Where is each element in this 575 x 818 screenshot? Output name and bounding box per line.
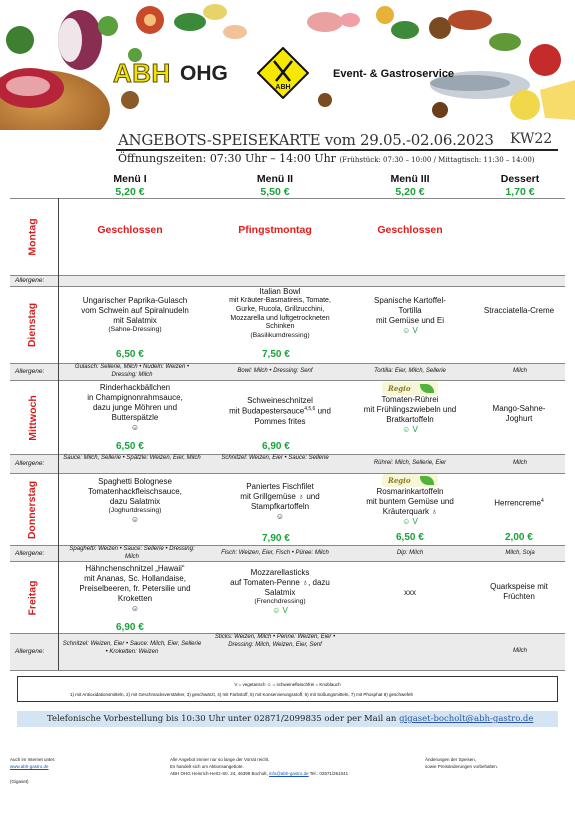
brand-logo-ohg: OHG [180,62,228,85]
mo-menu2: Pfingstmontag [238,224,312,236]
mi-menu2: Schweineschnitzel mit Budapestersauce$^{4,5,6}$ und Pommes frites [229,396,331,426]
footer-middle: Alle Angebot immer nur so lange der Vorrat reicht. Es handelt sich um Aktionsangebote. ABH OHG Heinrich-Hertz-Str. 24, 46399 Bocholt, info@abh-gastro.de Tel.: 02871/261041 [170,757,349,776]
allergen-row-mo [10,275,565,286]
fr-allergens-4: Milch [512,648,527,654]
di-menu3: Spanische Kartoffel- Tortilla mit Gemüse und Ei ☺ V [374,296,446,335]
menu-header-dessert: Dessert 1,70 € [485,173,555,198]
fr-menu2: Mozzarellasticks auf Tomaten-Penne ♁, dazu Salatmix (Frenchdressing) ☺ V [230,568,330,616]
day-friday: Freitag [26,579,39,616]
hours-main: Öffnungszeiten: 07:30 Uhr – 14:00 Uhr [118,152,336,165]
fr-menu1: Hähnchenschnitzel „Hawaii“ mit Ananas, Sc. Hollandaise, Preiselbeeren, fr. Petersilie und Kroketten ☺ [79,564,191,613]
di-dessert: Stracciatella-Creme [483,306,555,315]
preorder-text: Telefonische Vorbestellung bis 10:30 Uhr unter 02871/2099835 oder per Mail an [47,714,400,724]
day-tuesday: Dienstag [26,302,39,348]
footer-left: Auch im Internet unter: www.abh-gastro.de (Gigaset) [10,757,56,784]
tagline: Event- & Gastroservice [333,68,455,80]
regio-badge: Regio [382,382,438,395]
mo-menu1: Geschlossen [97,224,163,236]
fr-dessert: Quarkspeise mit Früchten [490,582,548,601]
do-allergens-4: Milch, Soja [505,550,535,556]
menu-header-2: Menü II 5,50 € [225,173,325,198]
grid-line [10,198,565,199]
day-thursday: Donnerstag [26,480,39,539]
garlic-icon: ♁ [302,578,309,587]
title-underline [116,149,558,151]
fr-menu1-price: 6,90 € [116,622,144,633]
hours-detail: (Frühstück: 07:30 – 10:00 / Mittagtisch: 11:30 – 14:00) [339,156,535,164]
menu-price-2: 5,50 € [260,186,290,198]
header-banner [0,0,575,130]
do-menu3: Regio Rosmarinkartoffeln mit buntem Gemüse und Kräuterquark ♁ ☺ V [366,476,454,526]
do-menu1: Spaghetti Bolognese Tomatenhackfleischsauce, dazu Salatmix (Joghurtdressing) ☺ [88,477,182,525]
legend-box [17,676,558,702]
garlic-icon: ♁ [298,492,305,501]
do-allergens-3: Dip: Milch [396,550,424,556]
mi-allergens-1: Sauce: Milch, Sellerie • Spätzle: Weizen, Eier, Milch [63,455,201,461]
opening-hours [118,152,535,165]
do-dessert: Herrencreme$^4$ [494,498,544,508]
menu-price-1: 5,20 € [115,186,145,198]
mi-allergens-4: Milch [512,460,527,466]
allergen-label: Allergene: [15,277,45,284]
legend-symbols: V = vegetarisch ☺ = schweinefleischfrei = Knoblauch [234,682,341,687]
brand-logo-abh: ABH [113,58,171,88]
title-main: ANGEBOTS-SPEISEKARTE vom 29.05.-02.06.2023 [118,131,494,149]
do-menu3-price: 6,50 € [396,532,424,543]
mi-menu1-price: 6,50 € [116,441,144,452]
di-menu1: Ungarischer Paprika-Gulasch vom Schwein auf Spiralnudeln mit Salatmix (Sahne-Dressing) [81,296,189,333]
day-wednesday: Mittwoch [26,394,39,441]
preorder-bar [17,711,558,727]
regio-badge: Regio [382,474,438,487]
di-allergens-4: Milch [512,368,527,374]
legend-additives: 1) mit Antioxidationsmitteln, 2) mit Geschmacksverstärker, 3) geschwärzt, 4) mit Farbstoff, 5) mit Konservierungsstoff, 6) mit Süßungsmitteln, 7) mit Phosphat 8) geschwefelt [70,692,413,697]
do-allergens-2: Fisch: Weizen, Eier, Fisch • Püree: Milch [221,550,329,556]
week-label: KW22 [510,131,553,147]
mi-menu2-price: 6,90 € [262,441,290,452]
abh-badge-logo [257,47,309,99]
dessert-price: 1,70 € [505,186,535,198]
do-allergens-1: Spaghetti: Weizen • Sauce: Sellerie • Dressing: Milch [69,546,195,560]
preorder-email-link[interactable]: gigaset-bocholt@abh-gastro.de [399,714,534,724]
badge-text: ABH [275,84,291,91]
di-menu2: Italian Bowl mit Kräuter-Basmatireis, Tomate, Gurke, Rucola, Grillzucchini, Mozzarella und luftgetrockneten Schinken (Basilikumdressing) [229,287,331,339]
mi-menu3: Regio Tomaten-Rührei mit Frühlingszwiebeln und Bratkartoffeln ☺ V [363,384,457,434]
day-monday: Montag [26,218,39,256]
mi-allergens-2: Schnitzel: Weizen, Eier • Sauce: Sellerie [221,455,329,461]
di-menu1-price: 6,50 € [116,349,144,360]
di-allergens-1: Gulasch: Sellerie, Milch • Nudeln: Weizen • Dressing: Milch [74,364,190,378]
di-allergens-2: Bowl: Milch • Dressing: Senf [237,368,313,374]
do-menu2-price: 7,90 € [262,533,290,544]
menu-price-3: 5,20 € [395,186,425,198]
di-allergens-3: Tortilla: Eier, Milch, Sellerie [374,368,446,374]
page-title [118,131,558,149]
menu-header-3: Menü III 5,20 € [360,173,460,198]
garlic-icon: ♁ [431,507,438,516]
di-menu2-price: 7,50 € [262,349,290,360]
fr-allergens-1: Schnitzel: Weizen, Eier • Sauce: Milch, Eier, Sellerie • Kroketten: Weizen [62,641,202,655]
fr-allergens-2: Sticks: Weizen, Milch • Penne: Weizen, Eier • Dressing: Milch, Weizen, Eier, Senf [214,634,336,648]
mi-allergens-3: Rührei: Milch, Sellerie, Eier [373,460,447,466]
fr-menu3: xxx [404,588,416,597]
do-dessert-price: 2,00 € [505,532,533,543]
info-email-link[interactable]: info@abh-gastro.de [269,770,309,776]
website-link[interactable]: www.abh-gastro.de [10,763,49,769]
menu-header-1: Menü I 5,20 € [80,173,180,198]
do-menu2: Paniertes Fischfilet mit Grillgemüse ♁ und Stampfkartoffeln ☺ [240,482,320,521]
mi-menu1: Rinderhackbällchen in Champignonrahmsauce, dazu junge Möhren und Butterspätzle ☺ [87,383,183,432]
mi-dessert: Mango-Sahne-Joghurt [492,404,546,423]
footer-right: Änderungen der Speisen, sowie Preisänderungen vorbehalten. [425,757,499,769]
mo-menu3: Geschlossen [377,224,443,236]
